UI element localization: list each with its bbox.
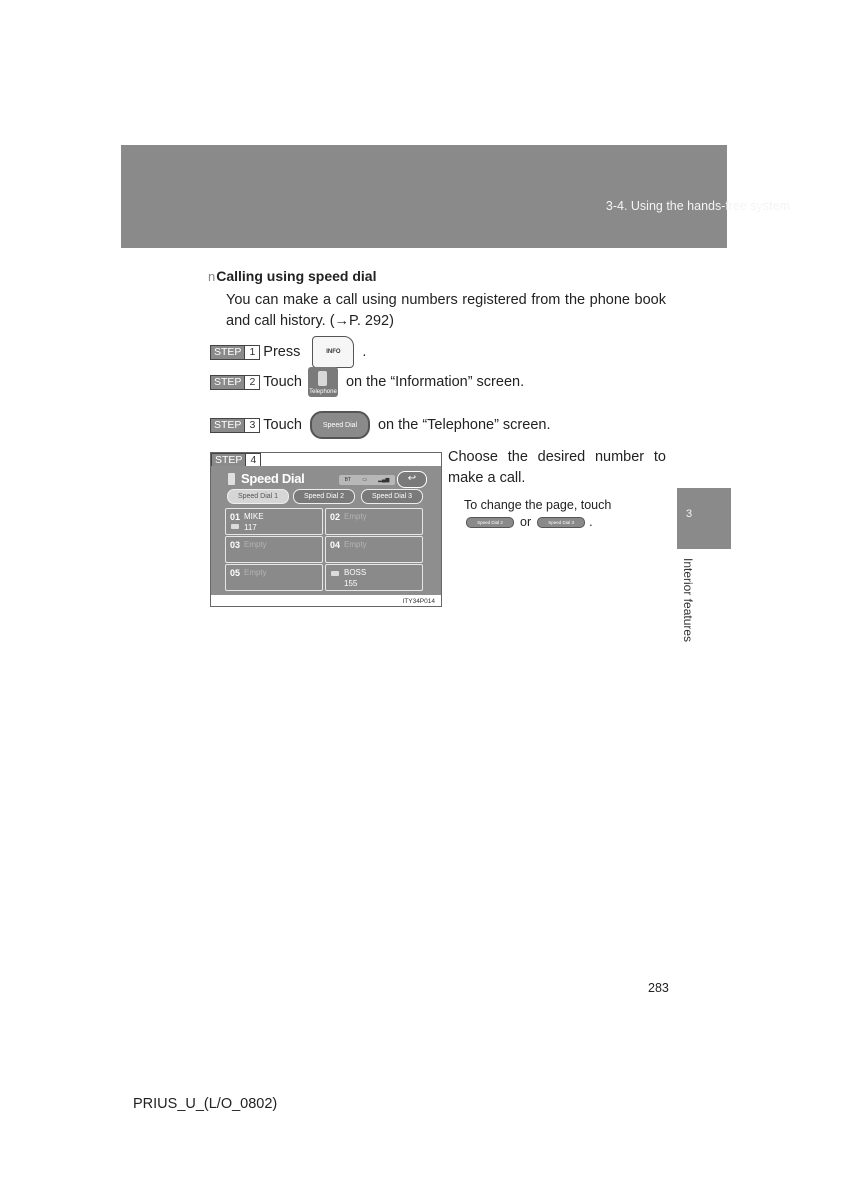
speed-dial-button-icon: Speed Dial	[310, 411, 370, 439]
battery-icon: ▭	[362, 477, 367, 483]
step-1-badge: STEP 1	[210, 345, 260, 360]
speed-dial-entry[interactable]: BOSS 155	[325, 564, 423, 591]
speed-dial-3-button-icon: Speed Dial 3	[537, 517, 585, 528]
tab-speed-dial-1[interactable]: Speed Dial 1	[227, 489, 289, 504]
chapter-title: Interior features	[681, 558, 695, 643]
phone-icon	[318, 371, 327, 386]
step-3-badge: STEP 3	[210, 418, 260, 433]
step-3: STEP 3 Touch Speed Dial on the “Telephone” screen.	[210, 411, 550, 439]
chapter-number: 3	[686, 508, 693, 520]
phonebook-icon	[231, 524, 239, 529]
section-title: 3-4. Using the hands-free system	[605, 199, 790, 213]
figure-code: ITY34P014	[402, 598, 435, 605]
tab-speed-dial-2[interactable]: Speed Dial 2	[293, 489, 355, 504]
section-heading: nCalling using speed dial	[208, 268, 377, 284]
speed-dial-entry[interactable]: 01 MIKE 117	[225, 508, 323, 535]
note-text: To change the page, touch	[464, 498, 612, 512]
status-icons: BT ▭ ▂▄▆	[339, 475, 395, 485]
tab-speed-dial-3[interactable]: Speed Dial 3	[361, 489, 423, 504]
screen-title: Speed Dial	[241, 471, 305, 486]
info-button-icon: INFO	[312, 336, 354, 368]
speed-dial-screen	[211, 466, 441, 595]
phone-icon	[228, 473, 235, 485]
step-2-badge: STEP 2	[210, 375, 260, 390]
header-band	[121, 145, 727, 248]
folder-icon	[331, 571, 339, 576]
speed-dial-entry[interactable]: 02 Empty	[325, 508, 423, 535]
note-buttons: Speed Dial 2 or Speed Dial 3 .	[466, 515, 593, 529]
step-4-badge: STEP 4	[211, 453, 261, 468]
speed-dial-entry[interactable]: 03 Empty	[225, 536, 323, 563]
bullet-marker: n	[208, 269, 216, 284]
back-icon[interactable]: ↩	[397, 471, 427, 488]
speed-dial-2-button-icon: Speed Dial 2	[466, 517, 514, 528]
page-number: 283	[648, 981, 669, 995]
signal-icon: ▂▄▆	[378, 477, 390, 483]
footer-code: PRIUS_U_(L/O_0802)	[133, 1096, 278, 1112]
step-2: STEP 2 Touch Telephone on the “Information” screen.	[210, 367, 524, 397]
telephone-button-icon: Telephone	[308, 367, 338, 397]
step-4-text: Choose the desired number to make a call.	[448, 449, 666, 486]
speed-dial-entry[interactable]: 04 Empty	[325, 536, 423, 563]
intro-paragraph: You can make a call using numbers registered from the phone book and call history. (→P. 292)	[226, 292, 666, 329]
speed-dial-entry[interactable]: 05 Empty	[225, 564, 323, 591]
speed-dial-screen-figure	[210, 452, 442, 607]
step-1: STEP 1 Press INFO .	[210, 336, 366, 368]
